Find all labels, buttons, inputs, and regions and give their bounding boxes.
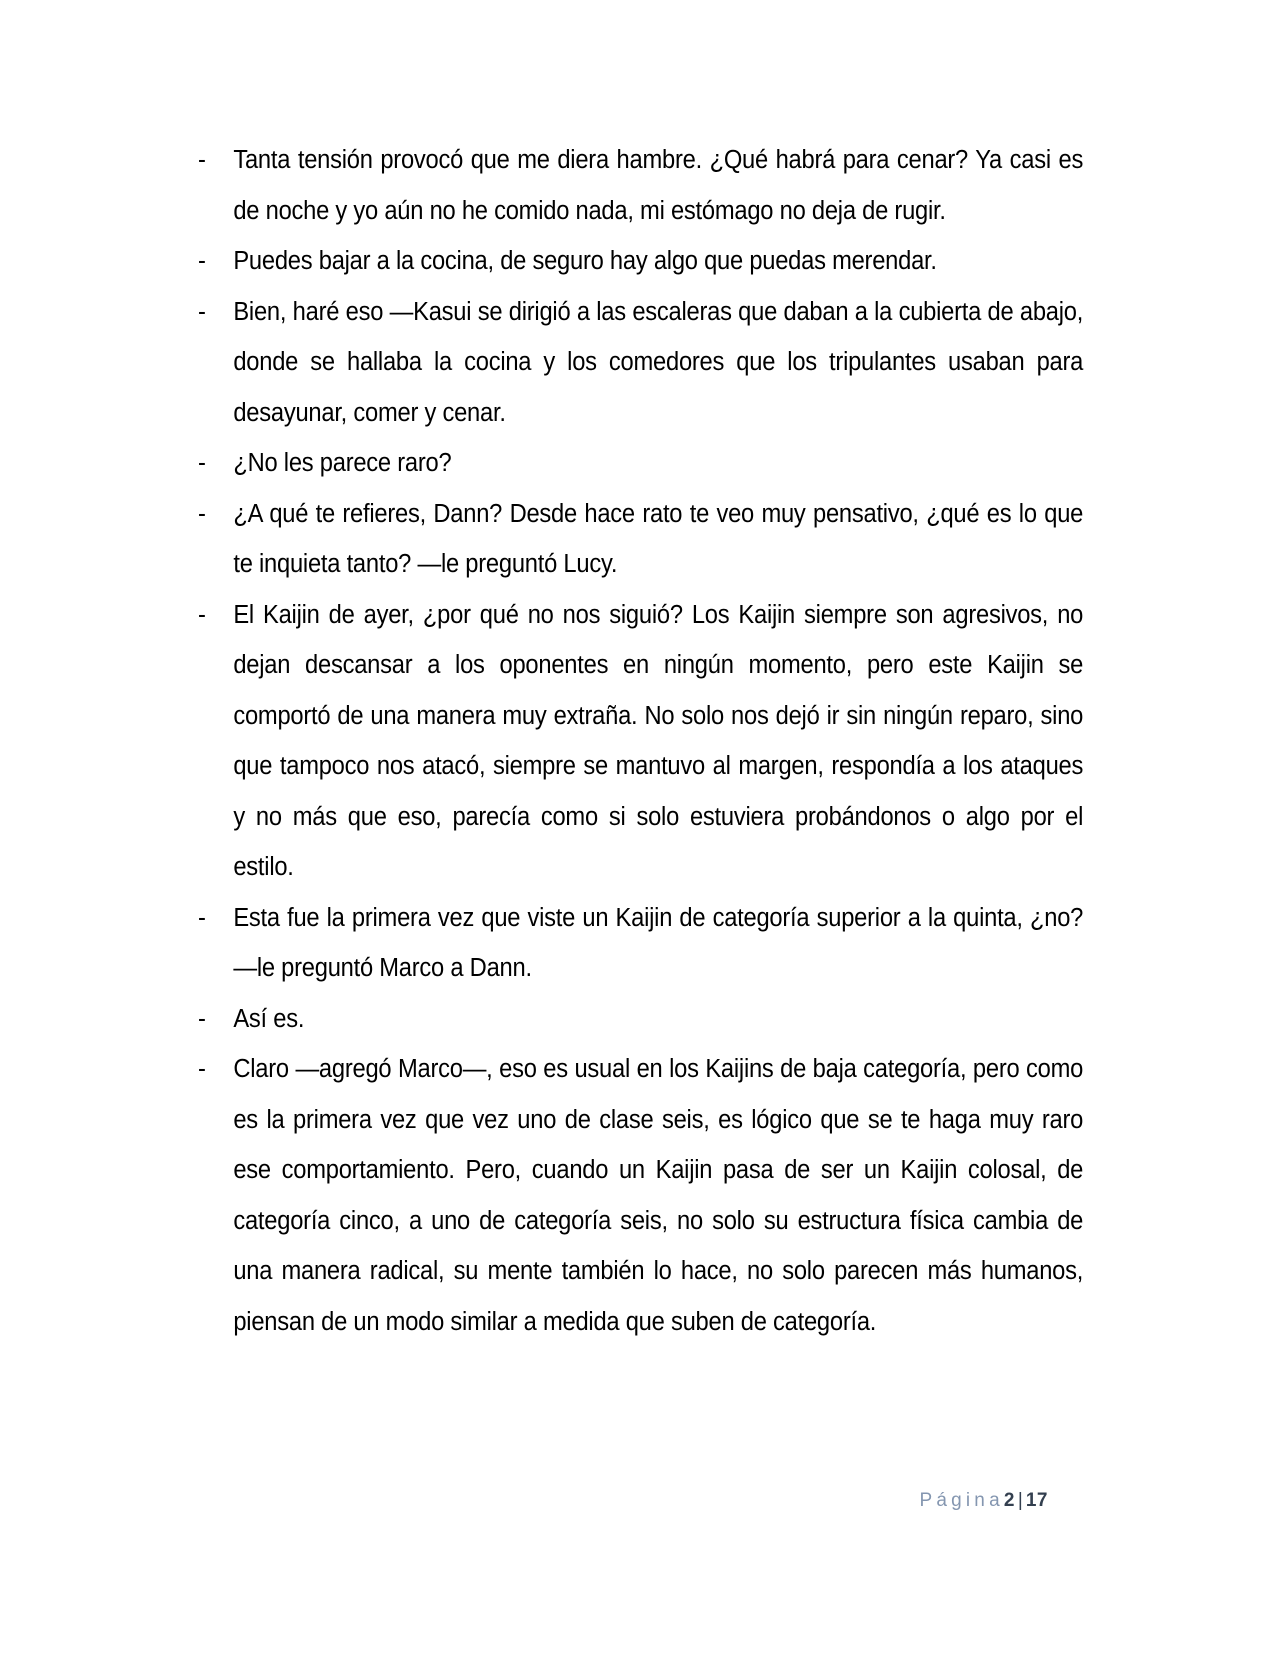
page-footer (0, 1488, 1280, 1528)
dialogue-text: ¿No les parece raro? (233, 449, 452, 477)
dialogue-text: Esta fue la primera vez que viste un Kaijin de categoría superior a la quinta, ¿no? —le preguntó Marco a Dann. (233, 903, 1084, 982)
dialogue-paragraph (198, 590, 1083, 893)
dialogue-text: Puedes bajar a la cocina, de seguro hay algo que puedas merendar. (233, 247, 937, 275)
bullet-dash-icon: - (198, 1004, 206, 1033)
dialogue-paragraph (198, 893, 1083, 994)
dialogue-paragraph (198, 489, 1083, 590)
dialogue-paragraph (198, 236, 1083, 287)
dialogue-text: Claro —agregó Marco—, eso es usual en los Kaijins de baja categoría, pero como es la primera vez que vez uno de clase seis, es lógico que se te haga muy raro ese comportamiento. Pero, cuando un Kaijin pasa de ser un Kaijin colosal, de categoría cinco, a uno de categoría seis, no solo su estructura física cambia de una manera radical, su mente también lo hace, no solo parecen más humanos, piensan de un modo similar a medida que suben de categoría. (233, 1055, 1084, 1336)
dialogue-paragraph (198, 287, 1083, 439)
dialogue-paragraph (198, 438, 1083, 489)
bullet-dash-icon: - (198, 297, 206, 326)
bullet-dash-icon: - (198, 146, 206, 174)
footer-label: Página (919, 1490, 1004, 1511)
bullet-dash-icon: - (198, 1055, 206, 1083)
dialogue-text: Tanta tensión provocó que me diera hambre. ¿Qué habrá para cenar? Ya casi es de noche y yo aún no he comido nada, mi estómago no deja de rugir. (233, 146, 1084, 225)
footer-current-page: 2 (1003, 1490, 1015, 1511)
bullet-dash-icon: - (198, 499, 206, 528)
dialogue-text: Así es. (233, 1004, 305, 1033)
dialogue-text: El Kaijin de ayer, ¿por qué no nos siguió? Los Kaijin siempre son agresivos, no dejan descansar a los oponentes en ningún momento, pero este Kaijin se comportó de una manera muy extraña. No solo nos dejó ir sin ningún reparo, sino que tampoco nos atacó, siempre se mantuvo al margen, respondía a los ataques y no más que eso, parecía como si solo estuviera probándonos o algo por el estilo. (233, 600, 1084, 881)
bullet-dash-icon: - (198, 600, 206, 629)
footer-separator: | (1017, 1490, 1023, 1511)
dialogue-paragraph (198, 135, 1083, 236)
document-body (198, 135, 1084, 1347)
dialogue-list (198, 135, 1084, 1347)
footer-total-pages: 17 (1025, 1490, 1048, 1511)
dialogue-text: Bien, haré eso —Kasui se dirigió a las escaleras que daban a la cubierta de abajo, donde se hallaba la cocina y los comedores que los tripulantes usaban para desayunar, comer y cenar. (233, 297, 1084, 427)
bullet-dash-icon: - (198, 247, 206, 275)
dialogue-paragraph (198, 994, 1083, 1045)
bullet-dash-icon: - (198, 449, 206, 477)
page-number-indicator (919, 1488, 1048, 1514)
dialogue-paragraph (198, 1044, 1083, 1347)
bullet-dash-icon: - (198, 903, 206, 932)
dialogue-text: ¿A qué te refieres, Dann? Desde hace rato te veo muy pensativo, ¿qué es lo que te inquieta tanto? —le preguntó Lucy. (233, 499, 1084, 578)
